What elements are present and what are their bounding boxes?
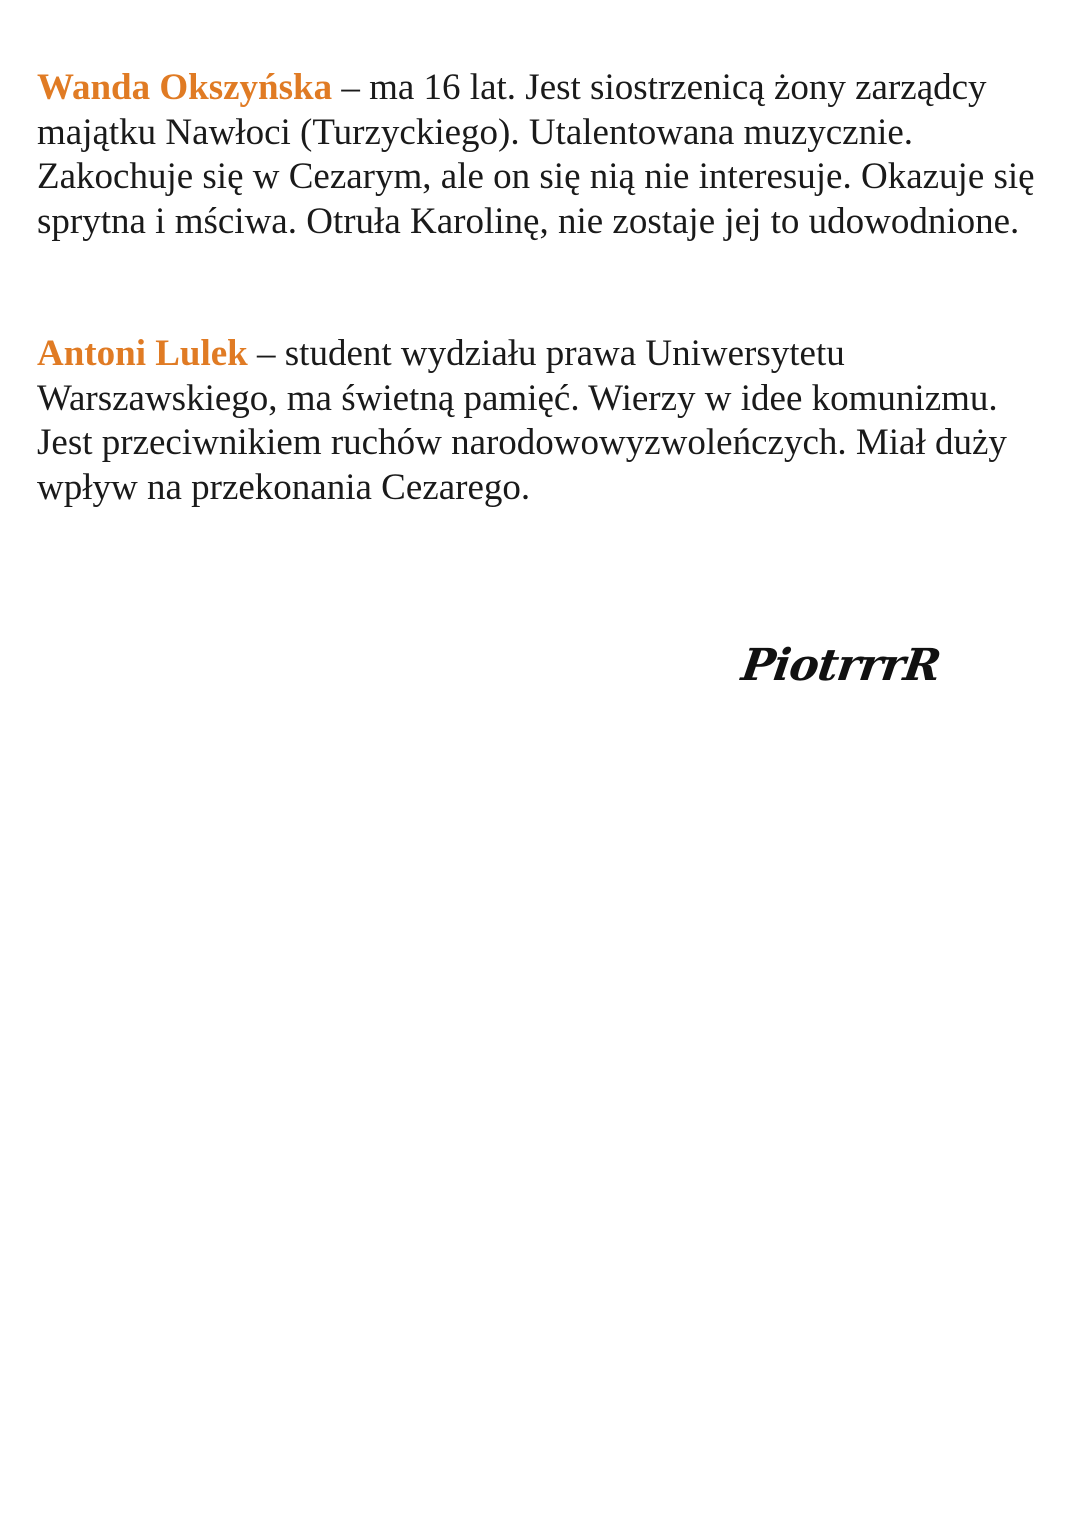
character-name: Wanda Okszyńska	[37, 67, 333, 108]
character-description: student wydziału prawa Uniwersytetu Warszawskiego, ma świetną pamięć. Wierzy w idee komunizmu. Jest przeciwnikiem ruchów narodowowyzwoleńczych. Miał duży wpływ na przekonania Cezarego.	[37, 333, 1007, 508]
character-description: ma 16 lat. Jest siostrzenicą żony zarządcy majątku Nawłoci (Turzyckiego). Utalentowana muzycznie. Zakochuje się w Cezarym, ale on się nią nie interesuje. Okazuje się sprytna i mściwa. Otruła Karolinę, nie zostaje jej to udowodnione.	[37, 67, 1035, 242]
entry-separator: –	[332, 67, 370, 108]
character-entry-wanda	[37, 66, 1047, 244]
character-name: Antoni Lulek	[37, 333, 248, 374]
character-entry-antoni	[37, 332, 1047, 510]
author-signature: PiotrrrR	[738, 640, 944, 691]
entry-separator: –	[247, 333, 285, 374]
